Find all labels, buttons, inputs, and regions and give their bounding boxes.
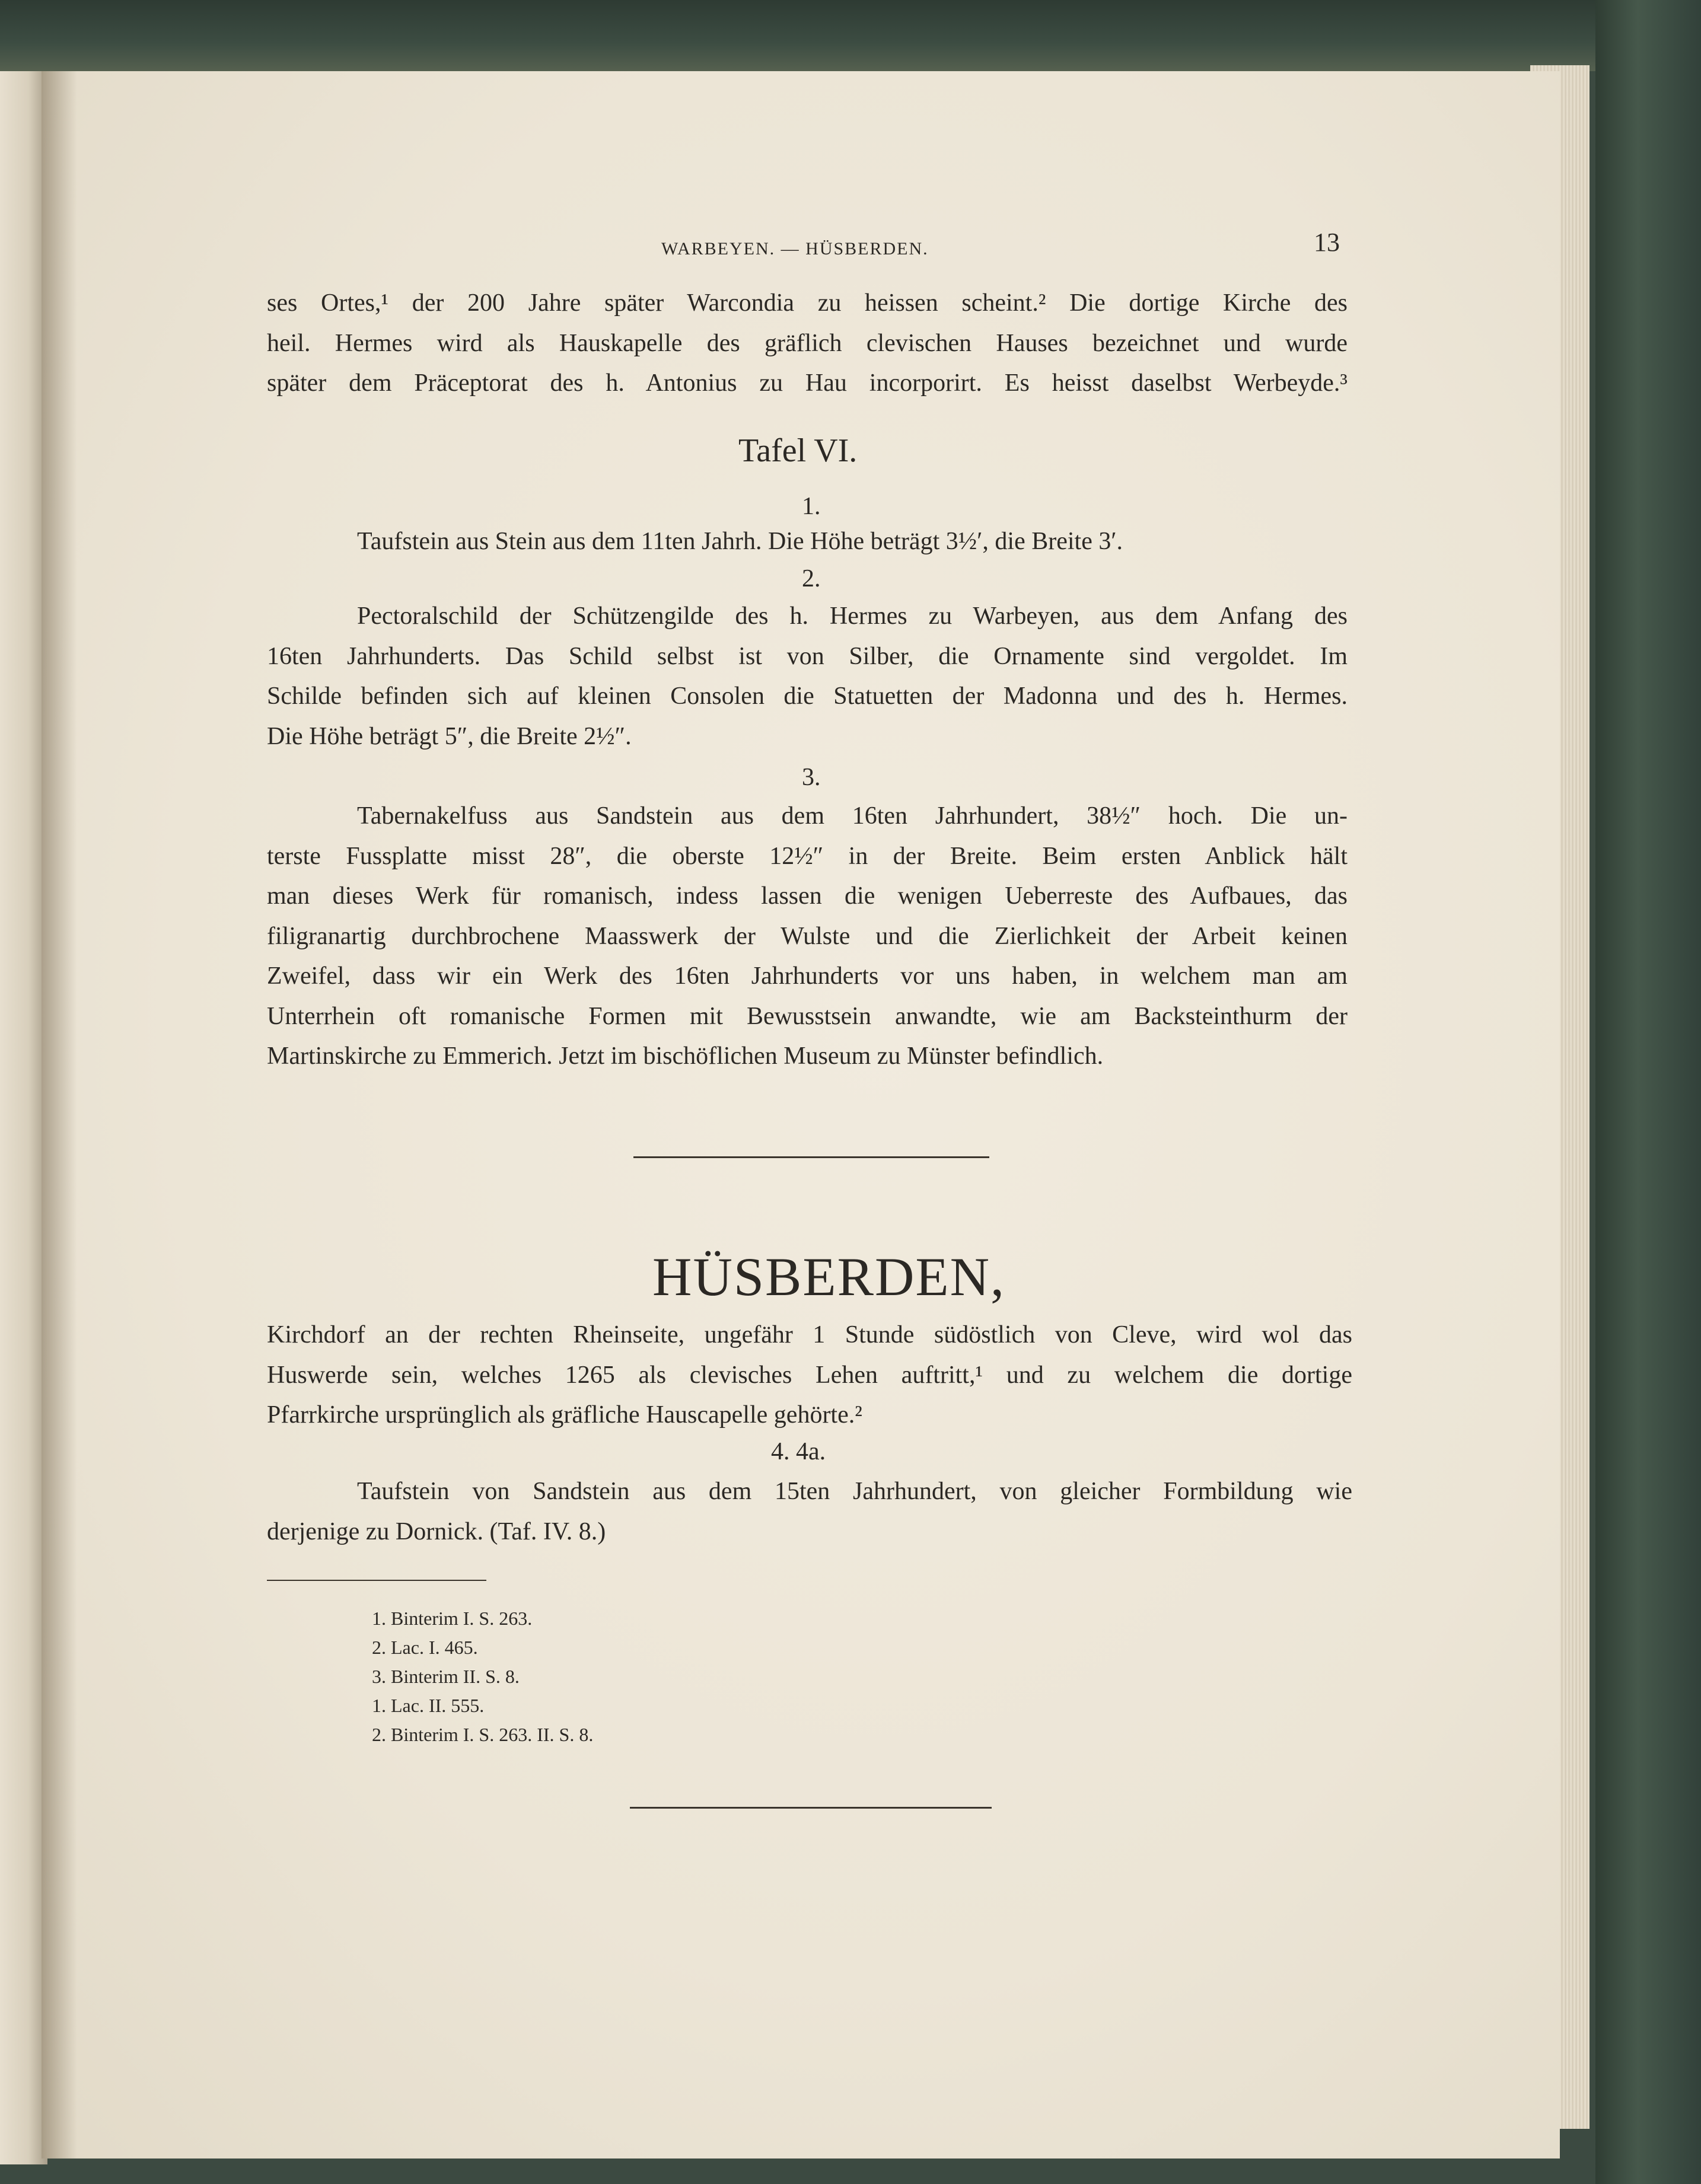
text-line: Die Höhe beträgt 5″, die Breite 2½″. [267,722,632,750]
text-line: später dem Präceptorat des h. Antonius zu Hau incorporirt. Es heisst daselbst Werbeyde.³ [267,369,1348,397]
text-line: Pfarrkirche ursprünglich als gräfliche Hauscapelle gehörte.² [267,1401,862,1429]
book-cover-top-edge [0,0,1701,71]
item-description [267,522,1348,562]
footnote-divider [267,1580,486,1581]
text-line: derjenige zu Dornick. (Taf. IV. 8.) [267,1517,606,1545]
text-line: Tabernakelfuss aus Sandstein aus dem 16ten Jahrhundert, 38½″ hoch. Die un- [357,802,1348,830]
facing-page-edge [0,71,47,2164]
gutter-shadow [42,71,77,2159]
footnote: 2. Binterim I. S. 263. II. S. 8. [372,1724,594,1745]
item-number: 4. 4a. [771,1438,826,1465]
text-line: Zweifel, dass wir ein Werk des 16ten Jahrhunderts vor uns haben, in welchem man am [267,962,1348,990]
item-description [267,597,1348,757]
text-line: Kirchdorf an der rechten Rheinseite, ungefähr 1 Stunde südöstlich von Cleve, wird wol das [267,1321,1352,1348]
section-title: HÜSBERDEN, [652,1246,1006,1307]
text-line: heil. Hermes wird als Hauskapelle des gräflich clevischen Hauses bezeichnet und wurde [267,329,1348,357]
text-line: terste Fussplatte misst 28″, die oberste 12½″ in der Breite. Beim ersten Anblick hält [267,842,1348,870]
text-line: filigranartig durchbrochene Maasswerk der Wulste und die Zierlichkeit der Arbeit keinen [267,922,1348,950]
item-number: 1. [802,493,821,520]
section-divider [633,1156,989,1158]
intro-paragraph [267,283,1348,404]
text-line: Taufstein von Sandstein aus dem 15ten Jahrhundert, von gleicher Formbildung wie [357,1478,1352,1505]
text-line: Schilde befinden sich auf kleinen Consolen die Statuetten der Madonna und des h. Hermes. [267,683,1348,710]
text-line: man dieses Werk für romanisch, indess lassen die wenigen Ueberreste des Aufbaues, das [267,882,1348,910]
footnote: 2. Lac. I. 465. [372,1637,478,1658]
book-cover-right-edge [1595,0,1701,2184]
item-number: 2. [802,565,821,592]
footnote: 1. Lac. II. 555. [372,1695,485,1716]
footnote: 1. Binterim I. S. 263. [372,1608,533,1629]
item-description [267,796,1348,1077]
section-paragraph [267,1315,1352,1436]
page-number: 13 [1314,228,1340,257]
item-number: 3. [802,764,821,791]
text-line: 16ten Jahrhunderts. Das Schild selbst ist von Silber, die Ornamente sind vergoldet. Im [267,642,1348,670]
item-description [267,1472,1352,1552]
text-line: Taufstein aus Stein aus dem 11ten Jahrh. Die Höhe beträgt 3½′, die Breite 3′. [357,528,1123,555]
bottom-divider [630,1807,992,1809]
text-line: Unterrhein oft romanische Formen mit Bewusstsein anwandte, wie am Backsteinthurm der [267,1002,1348,1030]
tafel-heading: Tafel VI. [738,432,858,469]
footnote: 3. Binterim II. S. 8. [372,1666,520,1687]
running-head: WARBEYEN. — HÜSBERDEN. [661,239,929,259]
text-line: Martinskirche zu Emmerich. Jetzt im bischöflichen Museum zu Münster befindlich. [267,1042,1104,1070]
footnotes [372,1604,593,1749]
text-line: Huswerde sein, welches 1265 als clevisches Lehen auftritt,¹ und zu welchem die dortige [267,1361,1352,1389]
text-line: Pectoralschild der Schützengilde des h. Hermes zu Warbeyen, aus dem Anfang des [357,602,1348,630]
text-line: ses Ortes,¹ der 200 Jahre später Warcondia zu heissen scheint.² Die dortige Kirche des [267,289,1348,317]
